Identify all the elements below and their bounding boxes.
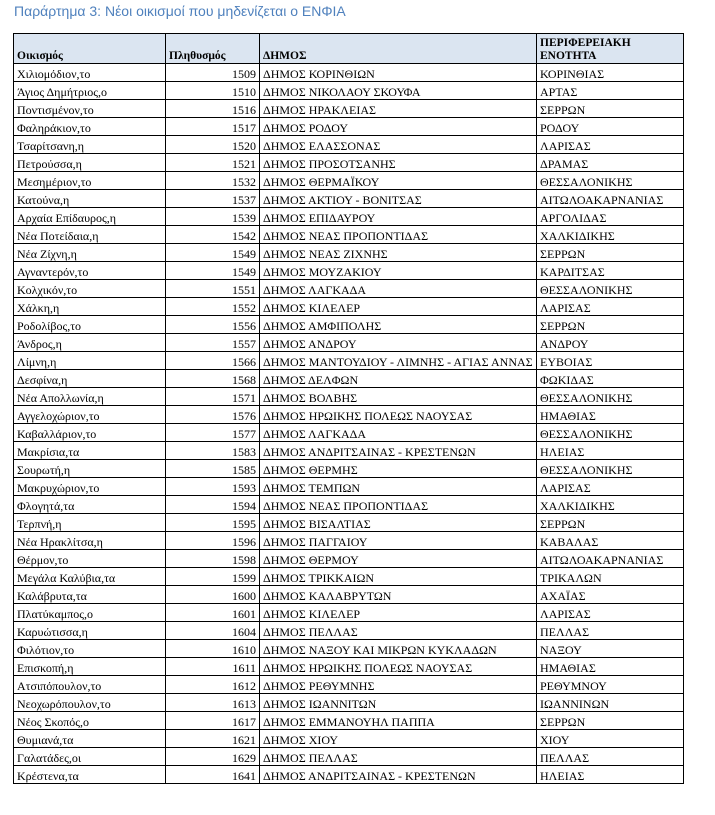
cell-population: 1595	[166, 514, 260, 532]
cell-municipality: ΔΗΜΟΣ ΜΑΝΤΟΥΔΙΟΥ - ΛΙΜΝΗΣ - ΑΓΙΑΣ ΑΝΝΑΣ	[260, 352, 537, 370]
cell-regional-unit: ΘΕΣΣΑΛΟΝΙΚΗΣ	[537, 172, 684, 190]
cell-regional-unit: ΣΕΡΡΩΝ	[537, 100, 684, 118]
cell-regional-unit: ΑΡΓΟΛΙΔΑΣ	[537, 208, 684, 226]
table-row	[14, 136, 684, 154]
cell-settlement: Μεγάλα Καλύβια,τα	[14, 568, 166, 586]
table-row	[14, 82, 684, 100]
cell-regional-unit: ΗΛΕΙΑΣ	[537, 442, 684, 460]
table-body	[14, 64, 684, 784]
cell-regional-unit: ΤΡΙΚΑΛΩΝ	[537, 568, 684, 586]
table-row	[14, 514, 684, 532]
cell-settlement: Νέα Ζίχνη,η	[14, 244, 166, 262]
cell-population: 1599	[166, 568, 260, 586]
cell-regional-unit: ΠΕΛΛΑΣ	[537, 748, 684, 766]
cell-regional-unit: ΑΝΔΡΟΥ	[537, 334, 684, 352]
cell-municipality: ΔΗΜΟΣ ΑΝΔΡΟΥ	[260, 334, 537, 352]
cell-municipality: ΔΗΜΟΣ ΕΜΜΑΝΟΥΗΛ ΠΑΠΠΑ	[260, 712, 537, 730]
cell-municipality: ΔΗΜΟΣ ΘΕΡΜΟΥ	[260, 550, 537, 568]
cell-settlement: Μακρυχώριον,το	[14, 478, 166, 496]
cell-settlement: Καβαλλάριον,το	[14, 424, 166, 442]
table-row	[14, 694, 684, 712]
cell-settlement: Φιλότιον,το	[14, 640, 166, 658]
cell-settlement: Νέα Απολλωνία,η	[14, 388, 166, 406]
cell-municipality: ΔΗΜΟΣ ΧΙΟΥ	[260, 730, 537, 748]
cell-population: 1600	[166, 586, 260, 604]
table-row	[14, 568, 684, 586]
cell-municipality: ΔΗΜΟΣ ΒΟΛΒΗΣ	[260, 388, 537, 406]
cell-regional-unit: ΕΥΒΟΙΑΣ	[537, 352, 684, 370]
cell-population: 1613	[166, 694, 260, 712]
cell-population: 1577	[166, 424, 260, 442]
table-row	[14, 424, 684, 442]
cell-regional-unit: ΦΩΚΙΔΑΣ	[537, 370, 684, 388]
table-row	[14, 442, 684, 460]
cell-settlement: Μακρίσια,τα	[14, 442, 166, 460]
cell-regional-unit: ΛΑΡΙΣΑΣ	[537, 478, 684, 496]
cell-municipality: ΔΗΜΟΣ ΒΙΣΑΛΤΙΑΣ	[260, 514, 537, 532]
cell-regional-unit: ΧΑΛΚΙΔΙΚΗΣ	[537, 496, 684, 514]
cell-regional-unit: ΠΕΛΛΑΣ	[537, 622, 684, 640]
table-row	[14, 478, 684, 496]
cell-settlement: Δεσφίνα,η	[14, 370, 166, 388]
cell-municipality: ΔΗΜΟΣ ΔΕΛΦΩΝ	[260, 370, 537, 388]
cell-municipality: ΔΗΜΟΣ ΛΑΓΚΑΔΑ	[260, 424, 537, 442]
cell-settlement: Αγναντερόν,το	[14, 262, 166, 280]
cell-municipality: ΔΗΜΟΣ ΕΛΑΣΣΟΝΑΣ	[260, 136, 537, 154]
table-row	[14, 586, 684, 604]
table-header-row	[14, 34, 684, 64]
cell-settlement: Φαληράκιον,το	[14, 118, 166, 136]
cell-regional-unit: ΣΕΡΡΩΝ	[537, 316, 684, 334]
cell-settlement: Σουρωτή,η	[14, 460, 166, 478]
cell-regional-unit: ΗΜΑΘΙΑΣ	[537, 658, 684, 676]
table-row	[14, 604, 684, 622]
cell-municipality: ΔΗΜΟΣ ΜΟΥΖΑΚΙΟΥ	[260, 262, 537, 280]
cell-municipality: ΔΗΜΟΣ ΚΙΛΕΛΕΡ	[260, 604, 537, 622]
cell-settlement: Τσαρίτσανη,η	[14, 136, 166, 154]
cell-settlement: Καρυώτισσα,η	[14, 622, 166, 640]
cell-population: 1517	[166, 118, 260, 136]
cell-municipality: ΔΗΜΟΣ ΚΑΛΑΒΡΥΤΩΝ	[260, 586, 537, 604]
table-row	[14, 316, 684, 334]
cell-population: 1598	[166, 550, 260, 568]
cell-population: 1556	[166, 316, 260, 334]
cell-population: 1509	[166, 64, 260, 82]
cell-settlement: Χάλκη,η	[14, 298, 166, 316]
table-row	[14, 550, 684, 568]
cell-settlement: Τερπνή,η	[14, 514, 166, 532]
cell-population: 1516	[166, 100, 260, 118]
header-settlement: Οικισμός	[14, 34, 166, 64]
cell-regional-unit: ΗΜΑΘΙΑΣ	[537, 406, 684, 424]
cell-settlement: Θυμιανά,τα	[14, 730, 166, 748]
table-row	[14, 406, 684, 424]
table-row	[14, 100, 684, 118]
cell-population: 1610	[166, 640, 260, 658]
cell-regional-unit: ΣΕΡΡΩΝ	[537, 514, 684, 532]
cell-municipality: ΔΗΜΟΣ ΠΑΓΓΑΙΟΥ	[260, 532, 537, 550]
table-row	[14, 154, 684, 172]
table-row	[14, 712, 684, 730]
header-population: Πληθυσμός	[166, 34, 260, 64]
cell-regional-unit: ΑΙΤΩΛΟΑΚΑΡΝΑΝΙΑΣ	[537, 190, 684, 208]
cell-municipality: ΔΗΜΟΣ ΚΟΡΙΝΘΙΩΝ	[260, 64, 537, 82]
cell-regional-unit: ΘΕΣΣΑΛΟΝΙΚΗΣ	[537, 424, 684, 442]
cell-population: 1539	[166, 208, 260, 226]
cell-municipality: ΔΗΜΟΣ ΗΡΩΙΚΗΣ ΠΟΛΕΩΣ ΝΑΟΥΣΑΣ	[260, 658, 537, 676]
cell-settlement: Κρέστενα,τα	[14, 766, 166, 784]
cell-regional-unit: ΗΛΕΙΑΣ	[537, 766, 684, 784]
cell-municipality: ΔΗΜΟΣ ΘΕΡΜΗΣ	[260, 460, 537, 478]
cell-regional-unit: ΙΩΑΝΝΙΝΩΝ	[537, 694, 684, 712]
cell-regional-unit: ΡΟΔΟΥ	[537, 118, 684, 136]
cell-regional-unit: ΧΙΟΥ	[537, 730, 684, 748]
table-row	[14, 208, 684, 226]
cell-population: 1576	[166, 406, 260, 424]
cell-settlement: Καλάβρυτα,τα	[14, 586, 166, 604]
table-row	[14, 766, 684, 784]
cell-population: 1549	[166, 244, 260, 262]
table-row	[14, 190, 684, 208]
table-row	[14, 622, 684, 640]
cell-municipality: ΔΗΜΟΣ ΤΡΙΚΚΑΙΩΝ	[260, 568, 537, 586]
cell-municipality: ΔΗΜΟΣ ΡΟΔΟΥ	[260, 118, 537, 136]
cell-municipality: ΔΗΜΟΣ ΗΡΑΚΛΕΙΑΣ	[260, 100, 537, 118]
cell-municipality: ΔΗΜΟΣ ΑΝΔΡΙΤΣΑΙΝΑΣ - ΚΡΕΣΤΕΝΩΝ	[260, 442, 537, 460]
table-row	[14, 226, 684, 244]
table-row	[14, 640, 684, 658]
cell-population: 1557	[166, 334, 260, 352]
cell-municipality: ΔΗΜΟΣ ΙΩΑΝΝΙΤΩΝ	[260, 694, 537, 712]
cell-regional-unit: ΘΕΣΣΑΛΟΝΙΚΗΣ	[537, 280, 684, 298]
cell-municipality: ΔΗΜΟΣ ΠΕΛΛΑΣ	[260, 748, 537, 766]
table-row	[14, 118, 684, 136]
cell-population: 1585	[166, 460, 260, 478]
cell-population: 1617	[166, 712, 260, 730]
cell-population: 1604	[166, 622, 260, 640]
cell-municipality: ΔΗΜΟΣ ΚΙΛΕΛΕΡ	[260, 298, 537, 316]
table-row	[14, 496, 684, 514]
cell-regional-unit: ΑΡΤΑΣ	[537, 82, 684, 100]
cell-population: 1520	[166, 136, 260, 154]
cell-regional-unit: ΛΑΡΙΣΑΣ	[537, 136, 684, 154]
cell-population: 1521	[166, 154, 260, 172]
cell-settlement: Πετρούσσα,η	[14, 154, 166, 172]
table-row	[14, 280, 684, 298]
table-row	[14, 748, 684, 766]
cell-population: 1641	[166, 766, 260, 784]
cell-regional-unit: ΣΕΡΡΩΝ	[537, 712, 684, 730]
cell-settlement: Αρχαία Επίδαυρος,η	[14, 208, 166, 226]
cell-municipality: ΔΗΜΟΣ ΠΡΟΣΟΤΣΑΝΗΣ	[260, 154, 537, 172]
cell-settlement: Ροδολίβος,το	[14, 316, 166, 334]
cell-municipality: ΔΗΜΟΣ ΠΕΛΛΑΣ	[260, 622, 537, 640]
cell-settlement: Επισκοπή,η	[14, 658, 166, 676]
cell-municipality: ΔΗΜΟΣ ΝΕΑΣ ΖΙΧΝΗΣ	[260, 244, 537, 262]
cell-regional-unit: ΑΙΤΩΛΟΑΚΑΡΝΑΝΙΑΣ	[537, 550, 684, 568]
cell-regional-unit: ΚΑΒΑΛΑΣ	[537, 532, 684, 550]
cell-regional-unit: ΚΟΡΙΝΘΙΑΣ	[537, 64, 684, 82]
cell-settlement: Νέα Ηρακλίτσα,η	[14, 532, 166, 550]
table-row	[14, 370, 684, 388]
table-row	[14, 262, 684, 280]
cell-settlement: Ποντισμένον,το	[14, 100, 166, 118]
table-row	[14, 658, 684, 676]
cell-settlement: Χιλιομόδιον,το	[14, 64, 166, 82]
cell-settlement: Φλογητά,τα	[14, 496, 166, 514]
cell-settlement: Κατούνα,η	[14, 190, 166, 208]
table-row	[14, 460, 684, 478]
cell-municipality: ΔΗΜΟΣ ΑΝΔΡΙΤΣΑΙΝΑΣ - ΚΡΕΣΤΕΝΩΝ	[260, 766, 537, 784]
cell-population: 1537	[166, 190, 260, 208]
cell-population: 1596	[166, 532, 260, 550]
cell-settlement: Νέα Ποτείδαια,η	[14, 226, 166, 244]
cell-settlement: Μεσημέριον,το	[14, 172, 166, 190]
cell-regional-unit: ΛΑΡΙΣΑΣ	[537, 604, 684, 622]
cell-municipality: ΔΗΜΟΣ ΝΕΑΣ ΠΡΟΠΟΝΤΙΔΑΣ	[260, 226, 537, 244]
cell-settlement: Ατσιπόπουλον,το	[14, 676, 166, 694]
table-row	[14, 334, 684, 352]
cell-regional-unit: ΘΕΣΣΑΛΟΝΙΚΗΣ	[537, 388, 684, 406]
cell-settlement: Νέος Σκοπός,ο	[14, 712, 166, 730]
cell-population: 1549	[166, 262, 260, 280]
cell-settlement: Αγγελοχώριον,το	[14, 406, 166, 424]
settlements-table	[13, 33, 684, 784]
cell-municipality: ΔΗΜΟΣ ΡΕΘΥΜΝΗΣ	[260, 676, 537, 694]
cell-municipality: ΔΗΜΟΣ ΘΕΡΜΑΪΚΟΥ	[260, 172, 537, 190]
cell-municipality: ΔΗΜΟΣ ΤΕΜΠΩΝ	[260, 478, 537, 496]
cell-regional-unit: ΧΑΛΚΙΔΙΚΗΣ	[537, 226, 684, 244]
cell-regional-unit: ΑΧΑΪΑΣ	[537, 586, 684, 604]
cell-municipality: ΔΗΜΟΣ ΗΡΩΙΚΗΣ ΠΟΛΕΩΣ ΝΑΟΥΣΑΣ	[260, 406, 537, 424]
cell-settlement: Γαλατάδες,οι	[14, 748, 166, 766]
cell-population: 1593	[166, 478, 260, 496]
table-row	[14, 172, 684, 190]
table-row	[14, 352, 684, 370]
cell-settlement: Λίμνη,η	[14, 352, 166, 370]
cell-regional-unit: ΘΕΣΣΑΛΟΝΙΚΗΣ	[537, 460, 684, 478]
cell-regional-unit: ΚΑΡΔΙΤΣΑΣ	[537, 262, 684, 280]
cell-population: 1601	[166, 604, 260, 622]
table-row	[14, 388, 684, 406]
cell-population: 1542	[166, 226, 260, 244]
document-caption: Παράρτημα 3: Νέοι οικισμοί που μηδενίζεται ο ΕΝΦΙΑ	[14, 3, 346, 19]
table-row	[14, 532, 684, 550]
cell-population: 1629	[166, 748, 260, 766]
cell-population: 1583	[166, 442, 260, 460]
cell-population: 1612	[166, 676, 260, 694]
cell-municipality: ΔΗΜΟΣ ΑΚΤΙΟΥ - ΒΟΝΙΤΣΑΣ	[260, 190, 537, 208]
cell-settlement: Κολχικόν,το	[14, 280, 166, 298]
cell-settlement: Άνδρος,η	[14, 334, 166, 352]
cell-population: 1571	[166, 388, 260, 406]
cell-municipality: ΔΗΜΟΣ ΛΑΓΚΑΔΑ	[260, 280, 537, 298]
header-municipality: ΔΗΜΟΣ	[260, 34, 537, 64]
cell-population: 1611	[166, 658, 260, 676]
cell-population: 1510	[166, 82, 260, 100]
table-row	[14, 244, 684, 262]
cell-settlement: Πλατύκαμπος,ο	[14, 604, 166, 622]
cell-municipality: ΔΗΜΟΣ ΑΜΦΙΠΟΛΗΣ	[260, 316, 537, 334]
cell-population: 1566	[166, 352, 260, 370]
cell-settlement: Θέρμον,το	[14, 550, 166, 568]
cell-regional-unit: ΛΑΡΙΣΑΣ	[537, 298, 684, 316]
table-row	[14, 730, 684, 748]
cell-municipality: ΔΗΜΟΣ ΝΙΚΟΛΑΟΥ ΣΚΟΥΦΑ	[260, 82, 537, 100]
table-row	[14, 676, 684, 694]
cell-population: 1551	[166, 280, 260, 298]
cell-regional-unit: ΔΡΑΜΑΣ	[537, 154, 684, 172]
cell-regional-unit: ΣΕΡΡΩΝ	[537, 244, 684, 262]
cell-population: 1532	[166, 172, 260, 190]
table-row	[14, 298, 684, 316]
cell-regional-unit: ΡΕΘΥΜΝΟΥ	[537, 676, 684, 694]
cell-settlement: Νεοχωρόπουλον,το	[14, 694, 166, 712]
cell-regional-unit: ΝΑΞΟΥ	[537, 640, 684, 658]
cell-municipality: ΔΗΜΟΣ ΝΕΑΣ ΠΡΟΠΟΝΤΙΔΑΣ	[260, 496, 537, 514]
cell-population: 1552	[166, 298, 260, 316]
cell-municipality: ΔΗΜΟΣ ΝΑΞΟΥ ΚΑΙ ΜΙΚΡΩΝ ΚΥΚΛΑΔΩΝ	[260, 640, 537, 658]
cell-population: 1594	[166, 496, 260, 514]
cell-population: 1568	[166, 370, 260, 388]
table-row	[14, 64, 684, 82]
cell-municipality: ΔΗΜΟΣ ΕΠΙΔΑΥΡΟΥ	[260, 208, 537, 226]
cell-population: 1621	[166, 730, 260, 748]
header-regional-unit: ΠΕΡΙΦΕΡΕΙΑΚΗ ΕΝΟΤΗΤΑ	[537, 34, 684, 64]
cell-settlement: Άγιος Δημήτριος,ο	[14, 82, 166, 100]
